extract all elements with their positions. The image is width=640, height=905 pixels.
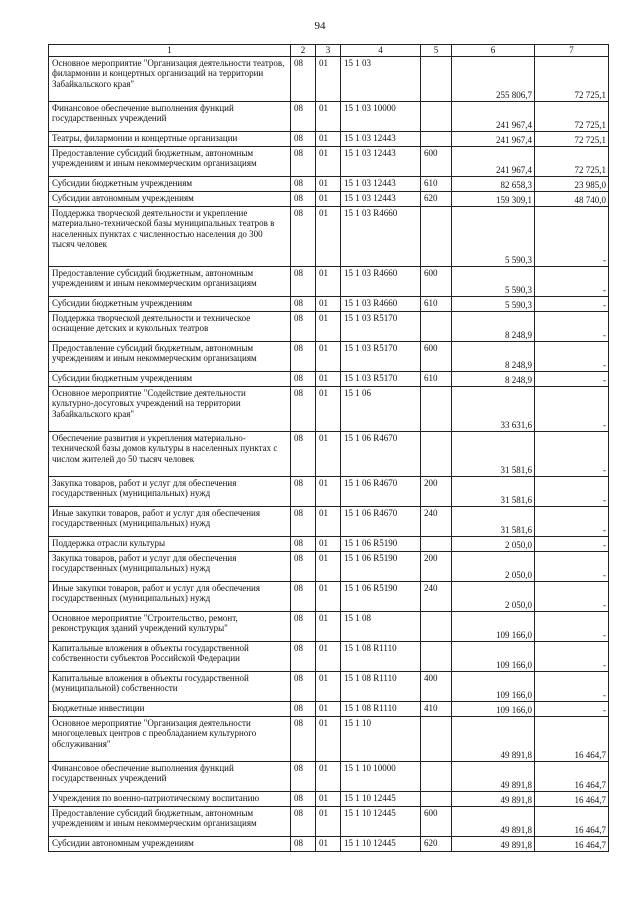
row-target-code: 15 1 06 R4670: [341, 432, 421, 477]
row-expense-type: [421, 57, 452, 102]
row-amount-col6: 109 166,0: [452, 612, 535, 642]
row-target-code: 15 1 03 12443: [341, 147, 421, 177]
row-subsection: 01: [316, 432, 341, 477]
row-name: Бюджетные инвестиции: [49, 702, 291, 717]
row-amount-col6: 82 658,3: [452, 177, 535, 192]
row-section: 08: [291, 342, 316, 372]
row-name: Поддержка отрасли культуры: [49, 537, 291, 552]
row-expense-type: [421, 612, 452, 642]
row-expense-type: 240: [421, 582, 452, 612]
row-amount-col6: 31 581,6: [452, 477, 535, 507]
row-expense-type: 200: [421, 552, 452, 582]
row-amount-col6: 8 248,9: [452, 312, 535, 342]
table-row: [49, 57, 609, 102]
row-name: Предоставление субсидий бюджетным, автономным учреждениям и иным некоммерческим организациям: [49, 342, 291, 372]
row-name: Субсидии автономным учреждениям: [49, 837, 291, 852]
table-row: [49, 762, 609, 792]
row-amount-col7: -: [535, 297, 609, 312]
row-amount-col6: 5 590,3: [452, 207, 535, 267]
row-subsection: 01: [316, 642, 341, 672]
row-amount-col6: 109 166,0: [452, 702, 535, 717]
row-amount-col6: 8 248,9: [452, 372, 535, 387]
row-amount-col7: -: [535, 582, 609, 612]
row-expense-type: [421, 312, 452, 342]
row-expense-type: 410: [421, 702, 452, 717]
row-name: Поддержка творческой деятельности и техническое оснащение детских и кукольных театров: [49, 312, 291, 342]
row-expense-type: 400: [421, 672, 452, 702]
row-name: Финансовое обеспечение выполнения функций государственных учреждений: [49, 762, 291, 792]
table-row: [49, 477, 609, 507]
row-expense-type: 600: [421, 147, 452, 177]
row-subsection: 01: [316, 807, 341, 837]
table-row: [49, 717, 609, 762]
table-row: [49, 702, 609, 717]
row-target-code: 15 1 08: [341, 612, 421, 642]
row-expense-type: [421, 642, 452, 672]
row-subsection: 01: [316, 132, 341, 147]
table-row: [49, 792, 609, 807]
row-subsection: 01: [316, 477, 341, 507]
row-subsection: 01: [316, 672, 341, 702]
row-section: 08: [291, 297, 316, 312]
row-subsection: 01: [316, 582, 341, 612]
table-row: [49, 312, 609, 342]
row-section: 08: [291, 642, 316, 672]
table-row: [49, 552, 609, 582]
column-header: 3: [316, 45, 341, 57]
row-subsection: 01: [316, 207, 341, 267]
row-subsection: 01: [316, 147, 341, 177]
row-section: 08: [291, 672, 316, 702]
row-expense-type: [421, 132, 452, 147]
row-amount-col6: 8 248,9: [452, 342, 535, 372]
row-target-code: 15 1 03 R4660: [341, 207, 421, 267]
row-subsection: 01: [316, 792, 341, 807]
row-expense-type: [421, 792, 452, 807]
table-row: [49, 612, 609, 642]
row-name: Иные закупки товаров, работ и услуг для обеспечения государственных (муниципальных) нужд: [49, 582, 291, 612]
table-row: [49, 642, 609, 672]
column-header: 1: [49, 45, 291, 57]
row-subsection: 01: [316, 267, 341, 297]
row-section: 08: [291, 132, 316, 147]
row-target-code: 15 1 03 12443: [341, 177, 421, 192]
row-target-code: 15 1 06 R5190: [341, 582, 421, 612]
table-row: [49, 672, 609, 702]
row-subsection: 01: [316, 837, 341, 852]
row-target-code: 15 1 03 R5170: [341, 342, 421, 372]
row-target-code: 15 1 10 10000: [341, 762, 421, 792]
row-amount-col7: -: [535, 387, 609, 432]
row-target-code: 15 1 03 10000: [341, 102, 421, 132]
row-subsection: 01: [316, 717, 341, 762]
row-section: 08: [291, 147, 316, 177]
row-amount-col7: -: [535, 507, 609, 537]
row-section: 08: [291, 507, 316, 537]
row-subsection: 01: [316, 57, 341, 102]
row-name: Основное мероприятие "Строительство, ремонт, реконструкция зданий учреждений культуры": [49, 612, 291, 642]
row-target-code: 15 1 06: [341, 387, 421, 432]
row-section: 08: [291, 267, 316, 297]
row-amount-col7: -: [535, 342, 609, 372]
row-expense-type: 600: [421, 342, 452, 372]
row-section: 08: [291, 477, 316, 507]
row-name: Обеспечение развития и укрепления материально-технической базы домов культуры в населенных пунктах с числом жителей до 50 тысяч человек: [49, 432, 291, 477]
row-subsection: 01: [316, 372, 341, 387]
row-name: Субсидии автономным учреждениям: [49, 192, 291, 207]
row-expense-type: 610: [421, 177, 452, 192]
row-amount-col6: 2 050,0: [452, 537, 535, 552]
row-name: Капитальные вложения в объекты государственной (муниципальной) собственности: [49, 672, 291, 702]
row-amount-col6: 5 590,3: [452, 267, 535, 297]
row-name: Основное мероприятие "Организация деятельности театров, филармонии и концертных организаций на территории Забайкальского края": [49, 57, 291, 102]
row-amount-col6: 241 967,4: [452, 147, 535, 177]
row-section: 08: [291, 387, 316, 432]
row-subsection: 01: [316, 612, 341, 642]
row-name: Финансовое обеспечение выполнения функций государственных учреждений: [49, 102, 291, 132]
row-name: Учреждения по военно-патриотическому воспитанию: [49, 792, 291, 807]
row-name: Предоставление субсидий бюджетным, автономным учреждениям и иным некоммерческим организациям: [49, 807, 291, 837]
row-subsection: 01: [316, 177, 341, 192]
table-row: [49, 582, 609, 612]
row-amount-col7: -: [535, 372, 609, 387]
row-target-code: 15 1 06 R4670: [341, 507, 421, 537]
row-name: Основное мероприятие "Содействие деятельности культурно-досуговых учреждений на территории Забайкальского края": [49, 387, 291, 432]
row-amount-col6: 49 891,8: [452, 837, 535, 852]
row-section: 08: [291, 612, 316, 642]
row-amount-col7: 72 725,1: [535, 132, 609, 147]
row-target-code: 15 1 10 12445: [341, 807, 421, 837]
row-name: Предоставление субсидий бюджетным, автономным учреждениям и иным некоммерческим организациям: [49, 267, 291, 297]
row-section: 08: [291, 192, 316, 207]
row-amount-col6: 159 309,1: [452, 192, 535, 207]
row-target-code: 15 1 10 12445: [341, 837, 421, 852]
table-row: [49, 132, 609, 147]
row-subsection: 01: [316, 762, 341, 792]
row-section: 08: [291, 762, 316, 792]
row-amount-col7: 16 464,7: [535, 762, 609, 792]
row-amount-col6: 241 967,4: [452, 132, 535, 147]
row-subsection: 01: [316, 537, 341, 552]
table-row: [49, 207, 609, 267]
row-amount-col6: 33 631,6: [452, 387, 535, 432]
row-amount-col6: 49 891,8: [452, 717, 535, 762]
row-target-code: 15 1 08 R1110: [341, 672, 421, 702]
row-amount-col6: 109 166,0: [452, 672, 535, 702]
row-name: Иные закупки товаров, работ и услуг для обеспечения государственных (муниципальных) нужд: [49, 507, 291, 537]
row-amount-col7: -: [535, 267, 609, 297]
row-name: Поддержка творческой деятельности и укрепление материально-технической базы муниципальных театров в населенных пунктах с численностью населения до 300 тысяч человек: [49, 207, 291, 267]
row-amount-col7: -: [535, 702, 609, 717]
row-subsection: 01: [316, 102, 341, 132]
row-section: 08: [291, 207, 316, 267]
row-amount-col7: 16 464,7: [535, 792, 609, 807]
row-subsection: 01: [316, 192, 341, 207]
row-amount-col6: 49 891,8: [452, 762, 535, 792]
column-header: 7: [535, 45, 609, 57]
row-expense-type: [421, 387, 452, 432]
row-expense-type: [421, 717, 452, 762]
row-section: 08: [291, 702, 316, 717]
row-name: Театры, филармонии и концертные организации: [49, 132, 291, 147]
row-amount-col6: 49 891,8: [452, 792, 535, 807]
table-row: [49, 507, 609, 537]
table-row: [49, 147, 609, 177]
table-row: [49, 177, 609, 192]
row-expense-type: 200: [421, 477, 452, 507]
row-name: Закупка товаров, работ и услуг для обеспечения государственных (муниципальных) нужд: [49, 552, 291, 582]
row-subsection: 01: [316, 507, 341, 537]
row-target-code: 15 1 03 R5170: [341, 372, 421, 387]
row-amount-col7: 72 725,1: [535, 147, 609, 177]
row-target-code: 15 1 08 R1110: [341, 642, 421, 672]
table-row: [49, 432, 609, 477]
column-header: 5: [421, 45, 452, 57]
row-amount-col6: 31 581,6: [452, 432, 535, 477]
row-target-code: 15 1 06 R5190: [341, 537, 421, 552]
column-header: 2: [291, 45, 316, 57]
row-amount-col7: -: [535, 672, 609, 702]
row-amount-col7: 72 725,1: [535, 102, 609, 132]
row-subsection: 01: [316, 342, 341, 372]
row-target-code: 15 1 03 R4660: [341, 267, 421, 297]
row-expense-type: [421, 432, 452, 477]
row-section: 08: [291, 582, 316, 612]
row-target-code: 15 1 06 R4670: [341, 477, 421, 507]
row-amount-col6: 2 050,0: [452, 552, 535, 582]
row-amount-col7: -: [535, 312, 609, 342]
table-row: [49, 537, 609, 552]
row-name: Субсидии бюджетным учреждениям: [49, 177, 291, 192]
row-amount-col6: 49 891,8: [452, 807, 535, 837]
row-expense-type: [421, 762, 452, 792]
row-expense-type: 620: [421, 837, 452, 852]
row-amount-col7: -: [535, 477, 609, 507]
table-row: [49, 387, 609, 432]
row-amount-col7: 16 464,7: [535, 807, 609, 837]
row-amount-col7: -: [535, 552, 609, 582]
page-number: 94: [314, 20, 326, 32]
row-target-code: 15 1 10: [341, 717, 421, 762]
row-name: Предоставление субсидий бюджетным, автономным учреждениям и иным некоммерческим организациям: [49, 147, 291, 177]
table-row: [49, 372, 609, 387]
row-target-code: 15 1 08 R1110: [341, 702, 421, 717]
row-amount-col7: 16 464,7: [535, 837, 609, 852]
row-expense-type: 600: [421, 807, 452, 837]
row-target-code: 15 1 06 R5190: [341, 552, 421, 582]
row-amount-col7: 23 985,0: [535, 177, 609, 192]
row-amount-col7: 72 725,1: [535, 57, 609, 102]
row-subsection: 01: [316, 387, 341, 432]
table-row: [49, 192, 609, 207]
row-amount-col7: -: [535, 207, 609, 267]
row-name: Субсидии бюджетным учреждениям: [49, 297, 291, 312]
row-subsection: 01: [316, 702, 341, 717]
column-header: 4: [341, 45, 421, 57]
row-expense-type: [421, 102, 452, 132]
row-expense-type: 610: [421, 372, 452, 387]
table-row: [49, 297, 609, 312]
row-section: 08: [291, 552, 316, 582]
row-amount-col6: 109 166,0: [452, 642, 535, 672]
table-row: [49, 267, 609, 297]
column-header: 6: [452, 45, 535, 57]
row-section: 08: [291, 717, 316, 762]
row-amount-col6: 5 590,3: [452, 297, 535, 312]
row-amount-col7: 16 464,7: [535, 717, 609, 762]
row-section: 08: [291, 372, 316, 387]
row-name: Капитальные вложения в объекты государственной собственности субъектов Российской Федерации: [49, 642, 291, 672]
row-section: 08: [291, 807, 316, 837]
row-target-code: 15 1 03 R5170: [341, 312, 421, 342]
row-amount-col6: 255 806,7: [452, 57, 535, 102]
table-row: [49, 102, 609, 132]
row-section: 08: [291, 537, 316, 552]
row-subsection: 01: [316, 312, 341, 342]
row-amount-col7: -: [535, 642, 609, 672]
table-row: [49, 837, 609, 852]
row-amount-col7: 48 740,0: [535, 192, 609, 207]
row-target-code: 15 1 03 12443: [341, 132, 421, 147]
row-section: 08: [291, 792, 316, 807]
table-body: [49, 57, 609, 852]
header-row: [49, 45, 609, 57]
row-amount-col6: 31 581,6: [452, 507, 535, 537]
row-name: Основное мероприятие "Организация деятельности многоцелевых центров с преобладанием культурного обслуживания": [49, 717, 291, 762]
row-section: 08: [291, 57, 316, 102]
row-target-code: 15 1 03 R4660: [341, 297, 421, 312]
row-amount-col7: -: [535, 612, 609, 642]
row-amount-col7: -: [535, 432, 609, 477]
row-target-code: 15 1 10 12445: [341, 792, 421, 807]
row-amount-col7: -: [535, 537, 609, 552]
row-target-code: 15 1 03: [341, 57, 421, 102]
row-expense-type: 240: [421, 507, 452, 537]
table-row: [49, 807, 609, 837]
row-expense-type: 600: [421, 267, 452, 297]
row-name: Субсидии бюджетным учреждениям: [49, 372, 291, 387]
row-section: 08: [291, 432, 316, 477]
row-subsection: 01: [316, 552, 341, 582]
row-expense-type: 620: [421, 192, 452, 207]
row-section: 08: [291, 177, 316, 192]
row-target-code: 15 1 03 12443: [341, 192, 421, 207]
row-amount-col6: 241 967,4: [452, 102, 535, 132]
row-name: Закупка товаров, работ и услуг для обеспечения государственных (муниципальных) нужд: [49, 477, 291, 507]
row-section: 08: [291, 837, 316, 852]
row-subsection: 01: [316, 297, 341, 312]
row-section: 08: [291, 102, 316, 132]
row-expense-type: 610: [421, 297, 452, 312]
budget-table: [48, 44, 609, 852]
row-amount-col6: 2 050,0: [452, 582, 535, 612]
row-expense-type: [421, 207, 452, 267]
table-row: [49, 342, 609, 372]
row-expense-type: [421, 537, 452, 552]
row-section: 08: [291, 312, 316, 342]
